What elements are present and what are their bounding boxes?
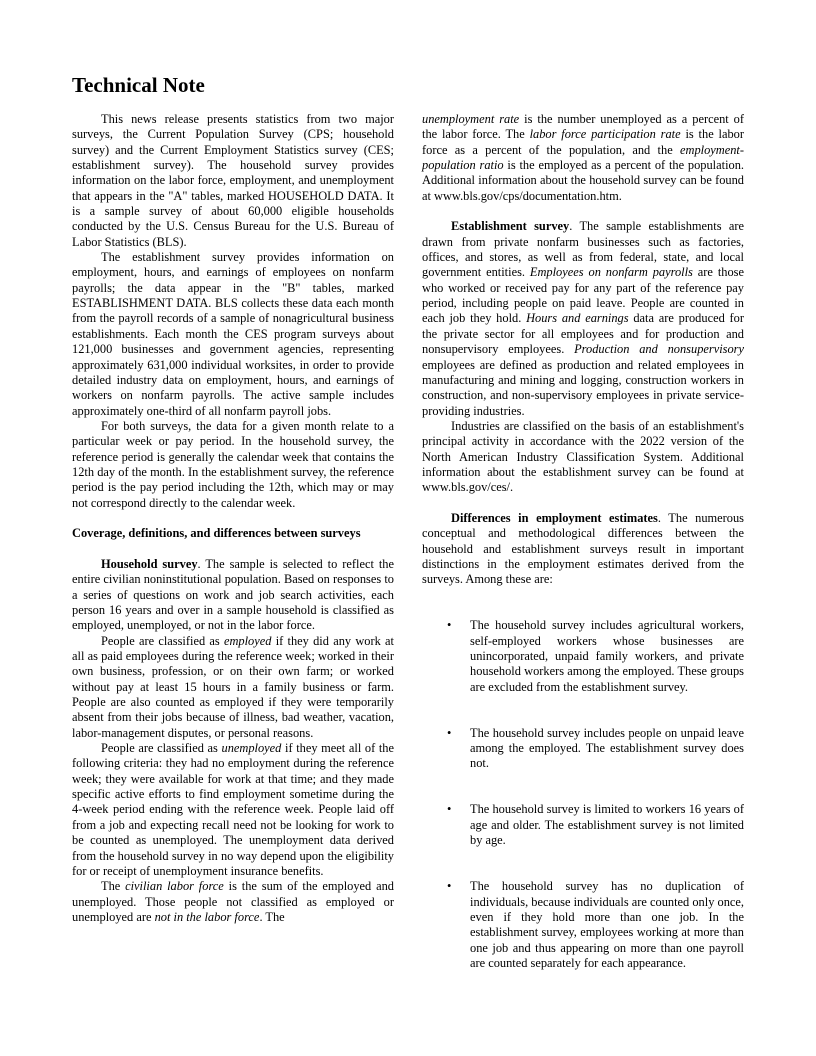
rates-text-c: is the employed as a percent of the population. Additional information about the household survey can be found at www.bls.gov/cps/documentation.htm. [422,158,744,203]
bullet-icon: • [447,618,452,633]
production-nonsupervisory-term: Production and nonsupervisory [574,342,744,357]
differences-list [422,618,744,971]
rates-text-b: is the labor force as a percent of the population, and the [422,127,744,157]
employed-definition-paragraph [72,634,394,741]
civilian-labor-force-term: civilian labor force [125,879,224,894]
employed-term: employed [223,633,272,648]
household-survey-text: . The sample is selected to reflect the entire civilian noninstitutional population. Based on responses to a series of questions on work and job search activities, each person 16 years and over in a sample household is classified as employed, unemployed, or not in the labor force. [72,556,394,633]
employed-text-a: People are classified as [101,633,224,648]
labor-force-text-c: . The [259,909,285,924]
industries-paragraph: Industries are classified on the basis of an establishment's principal activity in accordance with the 2022 version of the North American Industry Classification System. Additional information about the establishment survey can be found at www.bls.gov/ces/. [422,418,744,495]
establishment-text-a: . The sample establishments are drawn from private nonfarm businesses such as factories, offices, and stores, as well as from federal, state, and local government entities. [422,219,745,280]
differences-label: Differences in employment estimates [451,510,658,525]
establishment-text-c: data are produced for the private sector for all employees and for production and nonsupervisory employees. [422,311,744,357]
not-in-labor-force-term: not in the labor force [154,909,260,924]
list-item [422,879,744,971]
labor-force-text-a: The [101,879,126,894]
establishment-intro-paragraph: The establishment survey provides information on employment, hours, and earnings of employees on nonfarm payrolls; the data appear in the "B" tables, marked ESTABLISHMENT DATA. BLS collects these data each month from the payroll records of a sample of nonagricultural business establishments. Each month the CES program surveys about 121,000 businesses and government agencies, representing approximately 631,000 individual worksites, in order to provide detailed industry data on employment, hours, and earnings of workers on nonfarm payrolls. The active sample includes approximately one-third of all nonfarm payroll jobs. [72,250,394,418]
labor-force-text-b: is the sum of the employed and unemployed. Those people not classified as employed or unemployed are [72,879,394,924]
page-title: Technical Note [72,73,205,97]
unemployed-definition-paragraph [72,741,394,879]
nonfarm-payrolls-term: Employees on nonfarm payrolls [529,265,693,280]
establishment-survey-label: Establishment survey [451,219,570,234]
differences-paragraph [422,511,744,588]
list-item [422,802,744,848]
list-item [422,726,744,772]
employment-population-ratio-term: employment-population ratio [422,142,744,173]
household-survey-label: Household survey [101,556,198,571]
section-heading-coverage: Coverage, definitions, and differences between surveys [72,526,361,541]
reference-period-paragraph: For both surveys, the data for a given month relate to a particular week or pay period. In the household survey, the reference period is generally the calendar week that contains the 12th day of the month. In the establishment survey, the reference period is the pay period including the 12th, which may or may not correspond directly to the calendar week. [72,418,394,510]
intro-paragraph: This news release presents statistics from two major surveys, the Current Population Survey (CPS; household survey) and the Current Employment Statistics survey (CES; establishment survey). The household survey provides information on the labor force, employment, and unemployment that appears in the "A" tables, marked HOUSEHOLD DATA. It is a sample survey of about 60,000 eligible households conducted by the U.S. Census Bureau for the U.S. Bureau of Labor Statistics (BLS). [72,112,394,249]
list-item-text: The household survey includes agricultural workers, self-employed workers whose businesses are unincorporated, unpaid family workers, and private household workers among the employed. These groups are excluded from the establishment survey. [470,618,744,694]
list-item [422,618,744,695]
establishment-survey-paragraph [422,219,744,418]
participation-rate-term: labor force participation rate [529,127,681,142]
employed-text-b: if they did any work at all as paid employees during the reference week; worked in their own business, profession, or on their own farm; or worked without pay at least 15 hours in a family business or farm. People are also counted as employed if they were temporarily absent from their jobs because of illness, bad weather, vacation, labor-management disputes, or personal reasons. [72,633,394,740]
unemployment-rate-term: unemployment rate [422,112,520,126]
list-item-text: The household survey is limited to workers 16 years of age and older. The establishment survey is not limited by age. [470,802,744,848]
differences-text: . The numerous conceptual and methodological differences between the household and establishment surveys result in important distinctions in the employment estimates derived from the surveys. Among these are: [422,510,744,587]
rates-text-a: is the number unemployed as a percent of the labor force. The [422,112,744,142]
unemployed-text-b: if they meet all of the following criteria: they had no employment during the reference week; they were available for work at that time; and they made specific active efforts to find employment sometime during the 4-week period ending with the reference week. People laid off from a job and expecting recall need not be looking for work to be counted as unemployed. The unemployment data derived from the household survey in no way depend upon the eligibility for or receipt of unemployment insurance benefits. [72,741,394,878]
list-item-text: The household survey has no duplication of individuals, because individuals are counted only once, even if they hold more than one job. In the establishment survey, employees working at more than one job and thus appearing on more than one payroll are counted separately for each appearance. [470,879,744,970]
hours-earnings-term: Hours and earnings [526,311,629,326]
establishment-text-b: are those who worked or received pay for any part of the reference pay period, including people on paid leave. People are counted in each job they hold. [422,265,744,326]
unemployed-term: unemployed [221,741,282,756]
list-item-text: The household survey includes people on unpaid leave among the employed. The establishment survey does not. [470,725,744,771]
labor-force-paragraph [72,879,394,925]
household-survey-paragraph [72,557,394,634]
unemployed-text-a: People are classified as [101,741,222,756]
bullet-icon: • [447,879,452,894]
establishment-text-d: employees are defined as production and related employees in manufacturing and mining and logging, construction workers in construction, and non-supervisory employees in private service-providing industries. [422,357,744,418]
rates-paragraph [422,112,744,204]
bullet-icon: • [447,802,452,817]
right-column [422,112,744,971]
bullet-icon: • [447,725,452,740]
left-column [72,112,394,925]
